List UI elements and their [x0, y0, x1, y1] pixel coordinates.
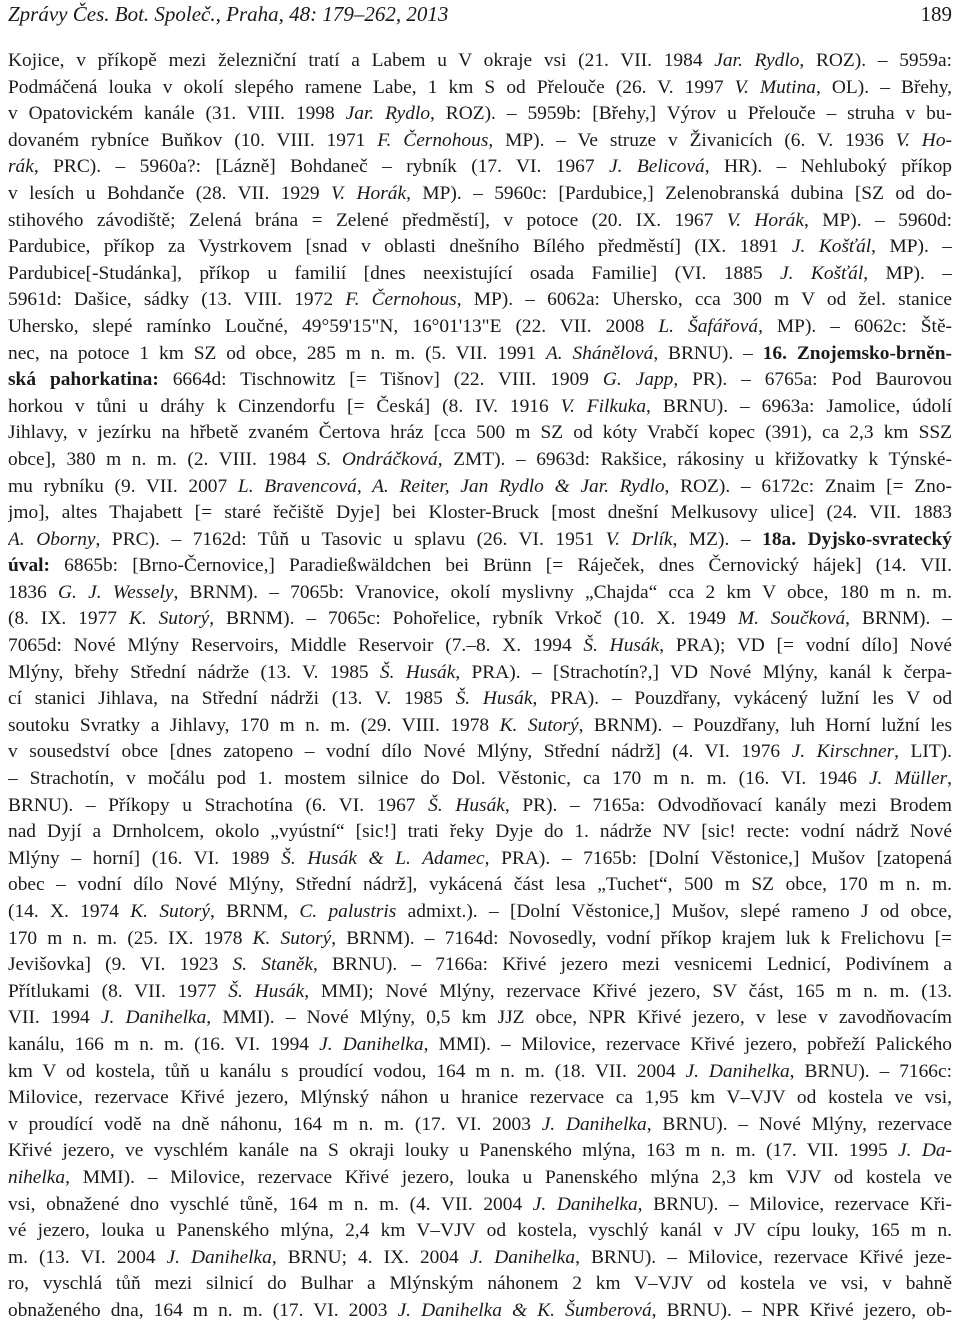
text-line: (14. X. 1974 K. Sutorý, BRNM, C. palustris admixt.). – [Dolní Věstonice,] Mušov, slepé rameno J od obce, — [8, 901, 952, 922]
text-line: Mlýny – horní] (16. VI. 1989 Š. Husák & L. Adamec, PRA). – 7165b: [Dolní Věstonice,] Mušov [zatopená — [8, 847, 952, 869]
text-line: obce], 380 m n. m. (2. VIII. 1984 S. Ondráčková, ZMT). – 6963d: Rakšice, rákosiny u křižovatky k Týnské- — [8, 448, 952, 470]
text-line: km V od kostela, tůň u kanálu s proudící vodou, 164 m n. m. (18. VII. 2004 J. Danihelka, BRNU). – 7166c: — [8, 1060, 952, 1082]
text-line: m. (13. VI. 2004 J. Danihelka, BRNU; 4. IX. 2004 J. Danihelka, BRNU). – Milovice, rezervace Křivé jeze- — [8, 1246, 952, 1268]
text-line: jmo], altes Thajabett [= staré řečiště Dyje] bei Kloster-Bruck [most dnešní Melkusovy ulice] (24. VII. 1883 — [8, 502, 952, 524]
text-line: Přítlukami (8. VII. 1977 Š. Husák, MMI); Nové Mlýny, rezervace Křivé jezero, SV část, 165 m n. m. (13. — [8, 980, 952, 1002]
text-line: soutoku Svratky a Jihlavy, 170 m n. m. (29. VIII. 1978 K. Sutorý, BRNM). – Pouzdřany, luh Horní lužní les — [8, 714, 952, 736]
text-line: (8. IX. 1977 K. Sutorý, BRNM). – 7065c: Pohořelice, rybník Vrkoč (10. X. 1949 M. Součková, BRNM). – — [8, 608, 952, 630]
text-line: Kojice, v příkopě mezi železniční tratí a Labem u V okraje vsi (21. VII. 1984 Jar. Rydlo, ROZ). – 5959a: — [8, 50, 952, 71]
text-line: 170 m n. m. (25. IX. 1978 K. Sutorý, BRNM). – 7164d: Novosedly, vodní příkop krajem luk k Frelichovu [= — [8, 927, 952, 949]
text-line: Jihlavy, v jezírku na hřbetě zvaném Čertova hráz [cca 500 m SZ od kóty Vrabčí kopec (391), ca 2,3 km SSZ — [8, 422, 952, 444]
text-line: Podmáčená louka v okolí slepého ramene Labe, 1 km S od Přelouče (26. V. 1997 V. Mutina, OL). – Břehy, — [8, 76, 952, 98]
running-head — [8, 2, 952, 28]
text-line: v lesích u Bohdanče (28. VII. 1929 V. Horák, MP). – 5960c: [Pardubice,] Zelenobranská dubina [SZ od do- — [8, 182, 952, 204]
text-line: v Opatovickém kanále (31. VIII. 1998 Jar. Rydlo, ROZ). – 5959b: [Břehy,] Výrov u Přelouče – struha v bu- — [8, 103, 952, 125]
text-line: Pardubice, příkop za Vystrkovem [snad v oblasti dnešního Bílého předměstí] (IX. 1891 J. Košťál, MP). – — [8, 236, 952, 258]
page-number: 189 — [920, 2, 952, 26]
text-line: Uhersko, slepé ramínko Loučné, 49°59'15"N, 16°01'13"E (22. VII. 2008 L. Šafářová, MP). – 6062c: Ště- — [8, 315, 952, 337]
text-line: BRNU). – Příkopy u Strachotína (6. VI. 1967 Š. Husák, PR). – 7165a: Odvodňovací kanály mezi Brodem — [8, 794, 952, 816]
text-line: Křivé jezero, ve vyschlém kanále na S okraji louky u Panenského mlýna, 163 m n. m. (17. VII. 1995 J. Da- — [8, 1140, 952, 1162]
text-line: kanálu, 166 m n. m. (16. VI. 1994 J. Danihelka, MMI). – Milovice, rezervace Křivé jezero, pobřeží Palického — [8, 1033, 952, 1055]
text-line: nec, na potoce 1 km SZ od obce, 285 m n. m. (5. VII. 1991 A. Shánělová, BRNU). – 16. Znojemsko-brněn- — [8, 342, 952, 364]
text-line: v proudící vodě na dně náhonu, 164 m n. m. (17. VI. 2003 J. Danihelka, BRNU). – Nové Mlýny, rezervace — [8, 1113, 952, 1135]
text-line: horkou v tůni u dráhy k Cinzendorfu [= Česká] (8. IV. 1916 V. Filkuka, BRNU). – 6963a: Jamolice, údolí — [8, 395, 952, 417]
text-line: cí stanici Jihlava, na Střední nádrži (13. V. 1985 Š. Husák, PRA). – Pouzdřany, vykácený lužní les V od — [8, 688, 952, 710]
text-line: obec – vodní dílo Nové Mlýny, Střední nádrž], vykácená část lesa „Tuchet“, 500 m SZ obce, 170 m n. m. — [8, 874, 952, 896]
text-line: úval: 6865b: [Brno-Černovice,] Paradießwäldchen bei Brünn [= Ráječek, dnes Černovický hájek] (14. VII. — [8, 555, 952, 577]
text-line: vsi, obnažené dno vyschlé tůně, 164 m n. m. (4. VII. 2004 J. Danihelka, BRNU). – Milovice, rezervace Kři- — [8, 1193, 952, 1215]
text-line: A. Oborny, PRC). – 7162d: Tůň u Tasovic u splavu (26. VI. 1951 V. Drlík, MZ). – 18a. Dyjsko-svratecký — [8, 528, 952, 550]
text-line: 5961d: Dašice, sádky (13. VIII. 1972 F. Černohous, MP). – 6062a: Uhersko, cca 300 m V od žel. stanice — [8, 289, 952, 311]
text-line: Milovice, rezervace Křivé jezero, Mlýnský náhon u hranice rezervace ca 1,95 km V–VJV od kostela ve vsi, — [8, 1087, 952, 1109]
text-line: stihového závodiště; Zelená brána = Zelené předměstí], v potoce (20. IX. 1967 V. Horák, MP). – 5960d: — [8, 209, 952, 231]
text-line: mu rybníku (9. VII. 2007 L. Bravencová, A. Reiter, Jan Rydlo & Jar. Rydlo, ROZ). – 6172c: Znaim [= Zno- — [8, 475, 952, 497]
text-line: VII. 1994 J. Danihelka, MMI). – Nové Mlýny, 0,5 km JJZ obce, NPR Křivé jezero, v lese v zavodňovacím — [8, 1007, 952, 1029]
text-line: nad Dyjí a Drnholcem, okolo „vyústní“ [sic!] trati řeky Dyje do 1. nádrže NV [sic! recte: vodní nádrž Nové — [8, 821, 952, 843]
text-line: v sousedství obce [dnes zatopeno – vodní dílo Nové Mlýny, Střední nádrž] (4. VI. 1976 J. Kirschner, LIT). — [8, 741, 952, 763]
journal-citation: Zprávy Čes. Bot. Společ., Praha, 48: 179–262, 2013 — [8, 2, 449, 26]
text-line: dovaném rybníce Buňkov (10. VIII. 1971 F. Černohous, MP). – Ve struze v Živanicích (6. V. 1936 V. Ho- — [8, 129, 952, 151]
text-line: 1836 G. J. Wessely, BRNM). – 7065b: Vranovice, okolí myslivny „Chajda“ cca 2 km V obce, 180 m n. m. — [8, 581, 952, 603]
text-line: vé jezero, louka u Panenského mlýna, 2,4 km V–VJV od kostela, vyschlý kanál v JV cípu louky, 165 m n. — [8, 1220, 952, 1242]
text-line: nihelka, MMI). – Milovice, rezervace Křivé jezero, louka u Panenského mlýna 2,3 km VJV od kostela ve — [8, 1166, 952, 1188]
body-text — [8, 48, 952, 1325]
text-line: Mlýny, břehy Střední nádrže (13. V. 1985 Š. Husák, PRA). – [Strachotín?,] VD Nové Mlýny, kanál k čerpa- — [8, 661, 952, 683]
text-line: ro, vyschlá tůň mezi silnicí do Bulhar a Mlýnským náhonem 2 km V–VJV od kostela ve vsi, v bahně — [8, 1273, 952, 1295]
text-line: 7065d: Nové Mlýny Reservoirs, Middle Reservoir (7.–8. X. 1994 Š. Husák, PRA); VD [= vodní dílo] Nové — [8, 635, 952, 657]
text-line: ská pahorkatina: 6664d: Tischnowitz [= Tišnov] (22. VIII. 1909 G. Japp, PR). – 6765a: Pod Baurovou — [8, 369, 952, 391]
text-line: obnaženého dna, 164 m n. m. (17. VI. 2003 J. Danihelka & K. Šumberová, BRNU). – NPR Křivé jezero, ob- — [8, 1299, 952, 1321]
text-line: Jevišovka] (9. VI. 1923 S. Staněk, BRNU). – 7166a: Křivé jezero mezi vesnicemi Lednicí, Podivínem a — [8, 954, 952, 976]
text-line: Pardubice[-Studánka], příkop u familií [dnes neexistující osada Familie] (VI. 1885 J. Košťál, MP). – — [8, 262, 952, 284]
text-line: – Strachotín, v močálu pod 1. mostem silnice do Dol. Věstonic, ca 170 m n. m. (16. VI. 1946 J. Müller, — [8, 768, 952, 790]
text-line: rák, PRC). – 5960a?: [Lázně] Bohdaneč – rybník (17. VI. 1967 J. Belicová, HR). – Nehluboký příkop — [8, 156, 952, 178]
